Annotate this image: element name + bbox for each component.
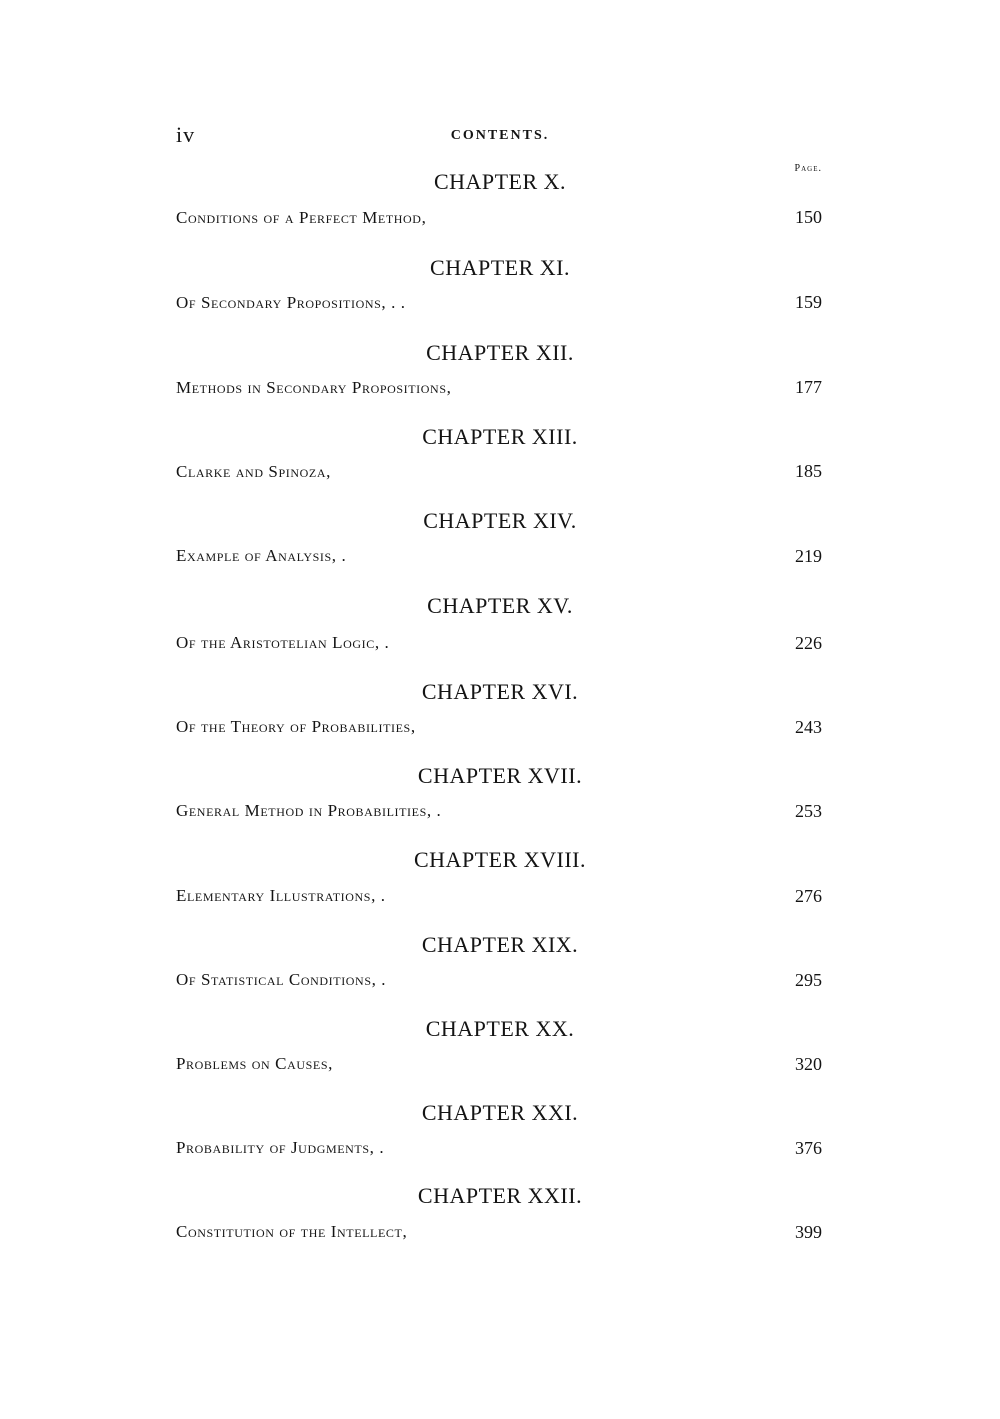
chapter-heading: CHAPTER XX. [425,1016,575,1041]
chapter-title: Methods in Secondary Propositions, [176,378,452,397]
chapter-page: 276 [795,886,822,906]
chapter-title: Example of Analysis, . [176,546,347,565]
chapter-page: 320 [795,1054,822,1074]
chapter-title: Constitution of the Intellect, [176,1222,408,1241]
chapter-heading: CHAPTER X. [433,169,567,194]
chapter-title: Of the Aristotelian Logic, . [176,633,390,652]
chapter-heading: CHAPTER XVIII. [414,847,586,872]
chapter-page: 150 [795,207,822,227]
chapter-page: 226 [795,633,822,653]
chapter-heading: CHAPTER XIII. [422,424,578,449]
chapter-heading: CHAPTER XVII. [417,763,583,788]
chapter-heading: CHAPTER XXI. [421,1100,579,1125]
chapter-heading: CHAPTER XIX. [421,932,579,957]
chapter-title: Problems on Causes, [176,1054,333,1073]
chapter-page: 253 [795,801,822,821]
chapter-page: 159 [795,292,822,312]
chapter-heading: CHAPTER XII. [426,340,574,365]
chapter-heading: CHAPTER XIV. [423,508,577,533]
chapter-heading: CHAPTER XI. [430,255,570,280]
chapter-title: Conditions of a Perfect Method, [176,208,427,227]
page-number: iv [176,122,196,147]
chapter-title: Clarke and Spinoza, [176,462,331,481]
chapter-page: 376 [795,1138,822,1158]
running-title: CONTENTS. [450,128,550,143]
chapter-title: Of the Theory of Probabilities, [176,717,416,736]
chapter-heading: CHAPTER XXII. [417,1183,583,1208]
page-column-label: Page. [794,163,822,174]
chapter-title: Elementary Illustrations, . [176,886,386,905]
chapter-heading: CHAPTER XV. [427,593,573,618]
chapter-page: 185 [795,461,822,481]
chapter-heading: CHAPTER XVI. [421,679,579,704]
chapter-title: Of Secondary Propositions, . . [176,293,406,312]
chapter-page: 399 [795,1222,822,1242]
chapter-page: 295 [795,970,822,990]
chapter-title: General Method in Probabilities, . [176,801,442,820]
chapter-title: Probability of Judgments, . [176,1138,385,1157]
chapter-page: 243 [795,717,822,737]
chapter-page: 219 [795,546,822,566]
chapter-title: Of Statistical Conditions, . [176,970,387,989]
chapter-page: 177 [795,377,822,397]
